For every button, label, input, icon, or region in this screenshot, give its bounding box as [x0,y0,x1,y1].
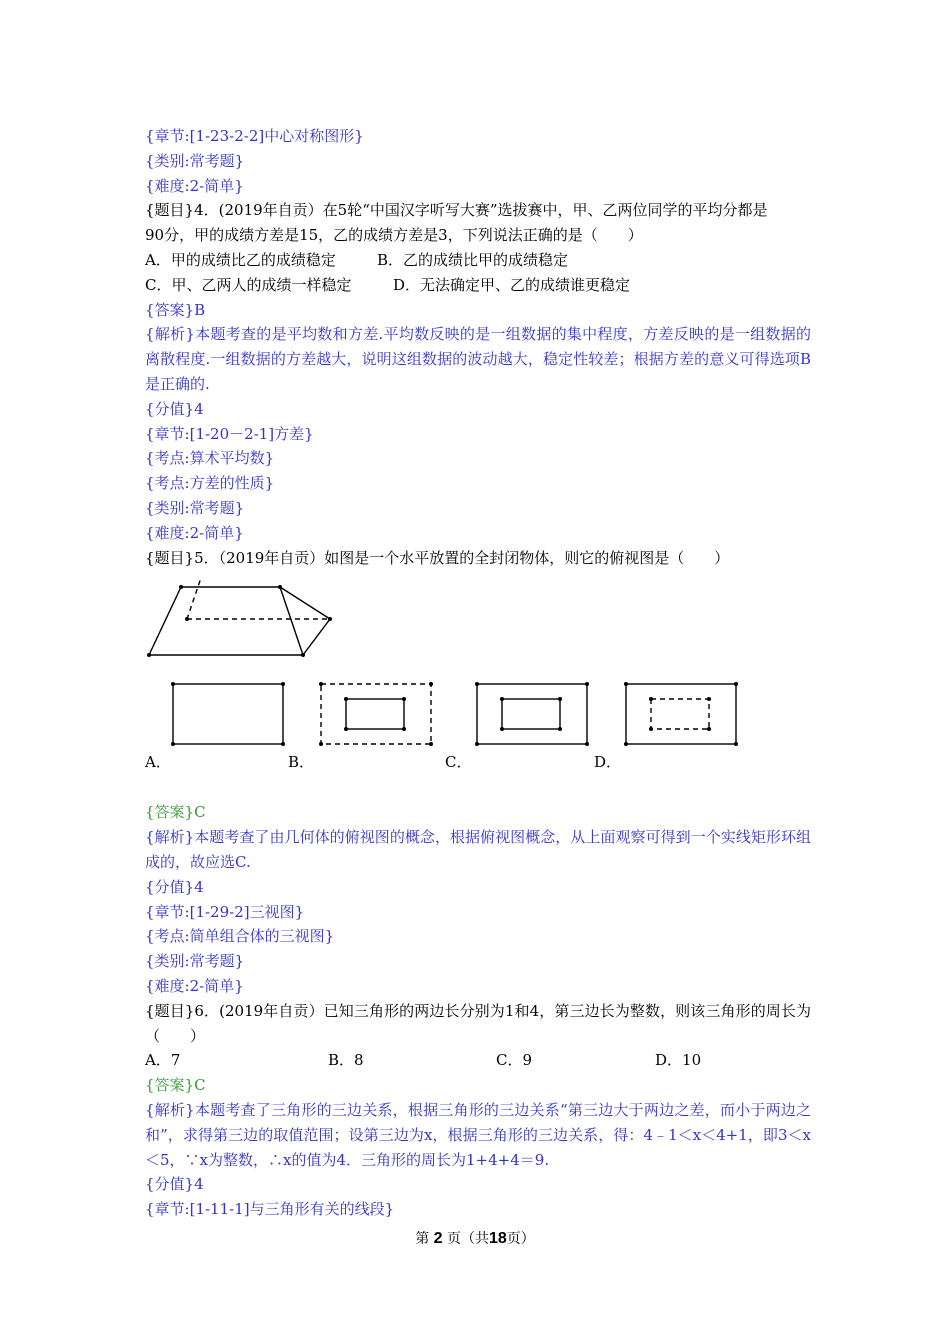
score-tag: {分值}4 [145,399,204,418]
view-c-diagram [475,682,591,748]
answer-views-row [145,682,811,800]
chapter-tag: {章节:[1-20－2-1]方差} [145,424,314,443]
option-c-label: C． [445,753,472,772]
analysis-text: {解析}本题考查的是平均数和方差.平均数反映的是一组数据的集中程度，方差反映的是一组数据的离散程度.一组数据的方差越大，说明这组数据的波动越大，稳定性较差；根据方差的意义可得选项B是正确的. [145,325,811,393]
option-d: D．无法确定甲、乙的成绩谁更稳定 [393,275,631,294]
answer-tag: {答案}B [145,300,206,319]
view-a-diagram [171,682,287,748]
page-footer [0,1228,950,1248]
score-tag: {分值}4 [145,877,204,896]
question-6-options [145,1048,811,1073]
footer-suffix: 页） [506,1231,535,1247]
question-4-stem-line2: 90分，甲的成绩方差是15，乙的成绩方差是3，下列说法正确的是（ ） [145,226,643,245]
knowledge-point-tag: {考点:方差的性质} [145,474,275,493]
page-content [145,124,811,1222]
score-tag: {分值}4 [145,1175,204,1194]
chapter-tag: {章节:[1-23-2-2]中心对称图形} [145,127,364,145]
solid-figure-diagram [145,580,345,678]
total-pages: 18 [489,1230,507,1247]
question-6-stem: {题目}6．(2019年自贡）已知三角形的两边长分别为1和4，第三边长为整数，则该三角形的周长为（ ） [145,1001,811,1045]
page-number: 2 [433,1230,443,1247]
option-b: B．8 [328,1051,364,1070]
option-c: C．甲、乙两人的成绩一样稳定 [145,275,352,294]
knowledge-point-tag: {考点:简单组合体的三视图} [145,927,335,946]
option-b: B．乙的成绩比甲的成绩稳定 [377,250,569,269]
category-tag: {类别:常考题} [145,151,245,170]
question-4-options-row1 [145,248,811,273]
option-b-label: B． [288,753,315,772]
chapter-tag: {章节:[1-11-1]与三角形有关的线段} [145,1200,395,1219]
answer-tag: {答案}C [145,803,206,822]
question-5-stem: {题目}5．（2019年自贡）如图是一个水平放置的全封闭物体，则它的俯视图是（ ） [145,548,730,567]
knowledge-point-tag: {考点:算术平均数} [145,449,275,468]
chapter-tag: {章节:[1-29-2]三视图} [145,902,305,921]
difficulty-tag: {难度:2-简单} [145,176,244,195]
view-d-diagram [624,682,740,748]
difficulty-tag: {难度:2-简单} [145,976,244,995]
analysis-text: {解析}本题考查了由几何体的俯视图的概念，根据俯视图概念，从上面观察可得到一个实线矩形环组成的，故应选C. [145,828,811,871]
option-a: A．7 [145,1051,181,1070]
view-b-diagram [319,682,435,748]
question-4-stem-line1: {题目}4．(2019年自贡）在5轮“中国汉字听写大赛”选拔赛中，甲、乙两位同学的平均分都是 [145,201,768,220]
category-tag: {类别:常考题} [145,498,245,517]
analysis-text: {解析}本题考查了三角形的三边关系，根据三角形的三边关系“第三边大于两边之差，而小于两边之和”，求得第三边的取值范围；设第三边为x，根据三角形的三边关系，得：4﹣1＜x＜4+1，即3＜x＜5，∵x为整数，∴x的值为4．三角形的周长为1+4+4＝9. [145,1100,811,1169]
footer-prefix: 第 [415,1231,430,1247]
option-d: D．10 [655,1051,702,1070]
answer-tag: {答案}C [145,1076,206,1095]
question-4-options-row2 [145,273,811,298]
option-a-label: A． [145,753,171,772]
option-d-label: D． [594,753,622,772]
category-tag: {类别:常考题} [145,952,245,971]
option-c: C．9 [496,1051,533,1070]
option-a: A．甲的成绩比乙的成绩稳定 [145,250,336,269]
footer-middle: 页（共 [447,1231,489,1247]
difficulty-tag: {难度:2-简单} [145,523,244,542]
